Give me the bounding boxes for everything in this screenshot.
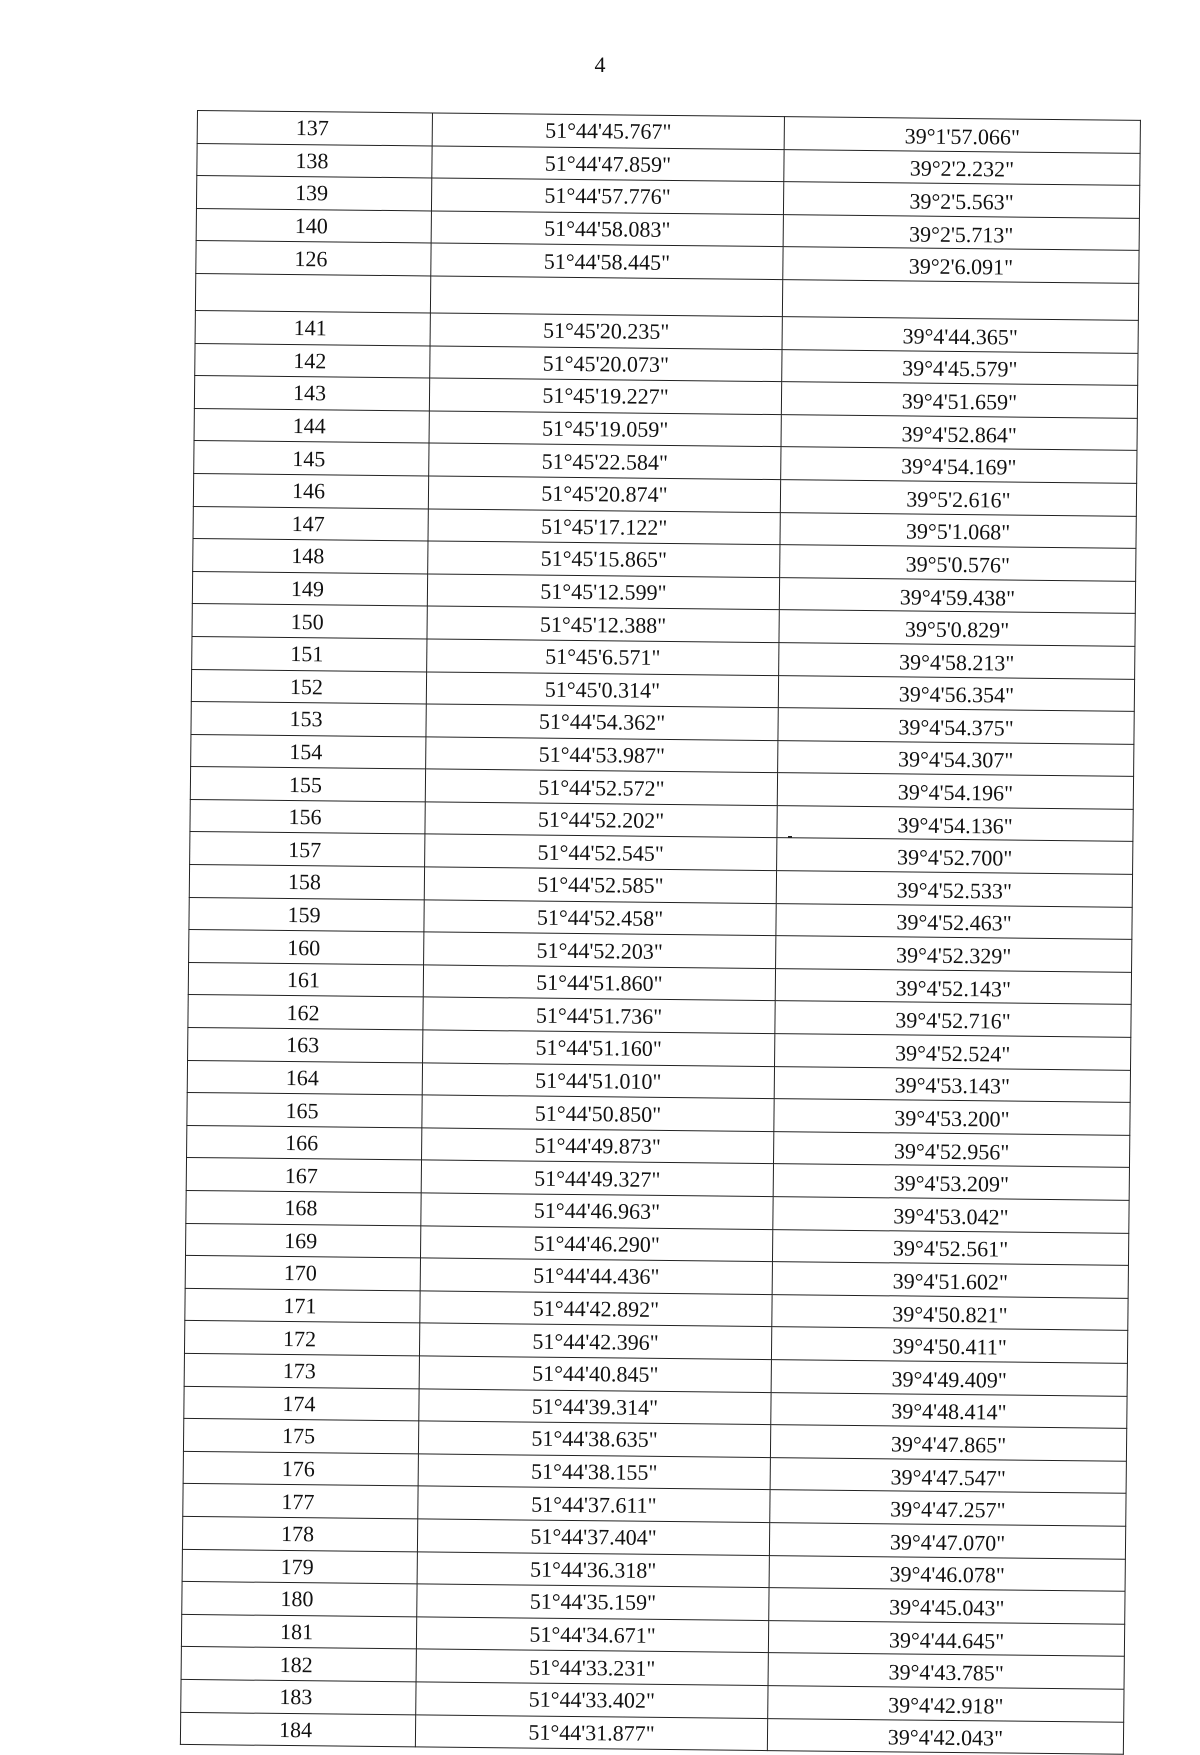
point-number-cell: 175 — [183, 1419, 418, 1454]
longitude-cell: 39°4'52.864" — [781, 414, 1137, 450]
longitude-cell: 39°4'52.533" — [776, 871, 1132, 907]
point-number-cell: 144 — [194, 408, 429, 443]
latitude-cell: 51°44'51.010" — [422, 1063, 774, 1099]
point-number-cell: 126 — [196, 241, 431, 276]
latitude-cell: 51°44'31.877" — [415, 1714, 767, 1750]
longitude-cell: 39°1'57.066" — [784, 117, 1140, 153]
longitude-cell: 39°4'54.307" — [778, 740, 1134, 776]
longitude-cell: 39°4'47.865" — [770, 1425, 1126, 1461]
point-number-cell: 166 — [187, 1125, 422, 1160]
stray-dash-mark — [788, 836, 792, 838]
latitude-cell: 51°44'54.362" — [426, 704, 778, 740]
point-number-cell: 160 — [189, 930, 424, 965]
point-number-cell: 178 — [182, 1516, 417, 1551]
latitude-cell: 51°44'37.611" — [418, 1486, 770, 1522]
longitude-cell: 39°4'52.561" — [772, 1229, 1128, 1265]
point-number-cell: 153 — [191, 702, 426, 737]
latitude-cell: 51°44'51.736" — [423, 997, 775, 1033]
point-number-cell: 151 — [192, 636, 427, 671]
longitude-cell — [782, 280, 1138, 321]
latitude-cell: 51°45'22.584" — [429, 443, 781, 479]
longitude-cell: 39°4'58.213" — [779, 643, 1135, 679]
longitude-cell: 39°4'43.785" — [768, 1653, 1124, 1689]
longitude-cell: 39°4'59.438" — [779, 577, 1135, 613]
latitude-cell: 51°45'19.227" — [429, 378, 781, 414]
longitude-cell: 39°4'47.070" — [769, 1523, 1125, 1559]
point-number-cell: 137 — [197, 111, 432, 146]
point-number-cell: 184 — [180, 1712, 415, 1747]
latitude-cell: 51°44'36.318" — [417, 1551, 769, 1587]
point-number-cell: 169 — [186, 1223, 421, 1258]
point-number-cell: 159 — [189, 897, 424, 932]
longitude-cell: 39°4'47.257" — [770, 1490, 1126, 1526]
point-number-cell: 156 — [190, 799, 425, 834]
point-number-cell: 170 — [185, 1256, 420, 1291]
longitude-cell: 39°4'45.043" — [769, 1588, 1125, 1624]
latitude-cell: 51°44'38.155" — [418, 1454, 770, 1490]
latitude-cell: 51°45'0.314" — [426, 671, 778, 707]
longitude-cell: 39°5'1.068" — [780, 512, 1136, 548]
point-number-cell: 146 — [193, 473, 428, 508]
point-number-cell: 162 — [188, 995, 423, 1030]
longitude-cell: 39°2'6.091" — [783, 247, 1139, 283]
longitude-cell: 39°4'54.196" — [777, 773, 1133, 809]
longitude-cell: 39°4'56.354" — [778, 675, 1134, 711]
point-number-cell: 177 — [183, 1484, 418, 1519]
point-number-cell: 165 — [187, 1093, 422, 1128]
point-number-cell: 183 — [181, 1679, 416, 1714]
point-number-cell — [195, 273, 430, 312]
latitude-cell — [430, 276, 782, 317]
longitude-cell: 39°4'53.200" — [774, 1099, 1130, 1135]
point-number-cell: 138 — [197, 143, 432, 178]
longitude-cell: 39°4'52.956" — [773, 1131, 1129, 1167]
point-number-cell: 172 — [184, 1321, 419, 1356]
longitude-cell: 39°4'42.918" — [768, 1685, 1124, 1721]
point-number-cell: 174 — [184, 1386, 419, 1421]
latitude-cell: 51°45'20.874" — [428, 476, 780, 512]
latitude-cell: 51°44'42.892" — [420, 1291, 772, 1327]
longitude-cell: 39°4'42.043" — [767, 1718, 1123, 1754]
latitude-cell: 51°45'20.073" — [430, 346, 782, 382]
point-number-cell: 140 — [196, 208, 431, 243]
coordinates-table — [180, 110, 1141, 1755]
longitude-cell: 39°4'53.143" — [774, 1066, 1130, 1102]
latitude-cell: 51°44'37.404" — [417, 1519, 769, 1555]
point-number-cell: 145 — [194, 441, 429, 476]
longitude-cell: 39°2'2.232" — [784, 149, 1140, 185]
latitude-cell: 51°44'45.767" — [432, 113, 784, 149]
latitude-cell: 51°44'52.545" — [425, 834, 777, 870]
latitude-cell: 51°44'52.458" — [424, 900, 776, 936]
longitude-cell: 39°2'5.713" — [783, 214, 1139, 250]
point-number-cell: 168 — [186, 1190, 421, 1225]
latitude-cell: 51°44'49.327" — [421, 1160, 773, 1196]
point-number-cell: 148 — [193, 539, 428, 574]
longitude-cell: 39°4'52.329" — [776, 936, 1132, 972]
longitude-cell: 39°4'53.209" — [773, 1164, 1129, 1200]
point-number-cell: 150 — [192, 604, 427, 639]
latitude-cell: 51°45'12.599" — [427, 574, 779, 610]
point-number-cell: 161 — [188, 962, 423, 997]
point-number-cell: 149 — [192, 571, 427, 606]
latitude-cell: 51°44'33.231" — [416, 1649, 768, 1685]
longitude-cell: 39°4'50.411" — [771, 1327, 1127, 1363]
point-number-cell: 163 — [188, 1027, 423, 1062]
longitude-cell: 39°4'50.821" — [772, 1294, 1128, 1330]
point-number-cell: 152 — [191, 669, 426, 704]
latitude-cell: 51°44'57.776" — [431, 178, 783, 214]
longitude-cell: 39°4'49.409" — [771, 1360, 1127, 1396]
point-number-cell: 179 — [182, 1549, 417, 1584]
point-number-cell: 167 — [186, 1158, 421, 1193]
longitude-cell: 39°4'52.143" — [775, 968, 1131, 1004]
latitude-cell: 51°44'39.314" — [419, 1388, 771, 1424]
longitude-cell: 39°4'53.042" — [773, 1197, 1129, 1233]
longitude-cell: 39°2'5.563" — [783, 182, 1139, 218]
point-number-cell: 182 — [181, 1647, 416, 1682]
latitude-cell: 51°44'34.671" — [416, 1617, 768, 1653]
latitude-cell: 51°44'50.850" — [422, 1095, 774, 1131]
latitude-cell: 51°44'58.083" — [431, 211, 783, 247]
point-number-cell: 173 — [184, 1353, 419, 1388]
point-number-cell: 176 — [183, 1451, 418, 1486]
latitude-cell: 51°44'44.436" — [420, 1258, 772, 1294]
latitude-cell: 51°44'49.873" — [422, 1128, 774, 1164]
longitude-cell: 39°4'52.700" — [777, 838, 1133, 874]
latitude-cell: 51°44'58.445" — [431, 243, 783, 279]
longitude-cell: 39°4'46.078" — [769, 1555, 1125, 1591]
longitude-cell: 39°4'52.524" — [775, 1034, 1131, 1070]
longitude-cell: 39°4'51.659" — [781, 382, 1137, 418]
latitude-cell: 51°44'52.572" — [425, 769, 777, 805]
latitude-cell: 51°44'33.402" — [416, 1682, 768, 1718]
point-number-cell: 181 — [181, 1614, 416, 1649]
point-number-cell: 142 — [195, 343, 430, 378]
longitude-cell: 39°4'44.365" — [782, 317, 1138, 353]
coordinates-table-body — [180, 111, 1140, 1755]
latitude-cell: 51°44'42.396" — [419, 1323, 771, 1359]
longitude-cell: 39°4'51.602" — [772, 1262, 1128, 1298]
point-number-cell: 147 — [193, 506, 428, 541]
latitude-cell: 51°44'52.202" — [425, 802, 777, 838]
longitude-cell: 39°4'48.414" — [771, 1392, 1127, 1428]
longitude-cell: 39°4'54.136" — [777, 805, 1133, 841]
latitude-cell: 51°45'6.571" — [427, 639, 779, 675]
longitude-cell: 39°4'52.463" — [776, 903, 1132, 939]
longitude-cell: 39°4'54.375" — [778, 708, 1134, 744]
longitude-cell: 39°4'54.169" — [781, 447, 1137, 483]
latitude-cell: 51°44'47.859" — [432, 146, 784, 182]
latitude-cell: 51°44'52.203" — [424, 932, 776, 968]
latitude-cell: 51°45'19.059" — [429, 411, 781, 447]
latitude-cell: 51°44'38.635" — [418, 1421, 770, 1457]
latitude-cell: 51°44'52.585" — [424, 867, 776, 903]
point-number-cell: 154 — [191, 734, 426, 769]
longitude-cell: 39°4'44.645" — [768, 1620, 1124, 1656]
longitude-cell: 39°4'47.547" — [770, 1457, 1126, 1493]
latitude-cell: 51°44'51.860" — [423, 965, 775, 1001]
latitude-cell: 51°45'20.235" — [430, 313, 782, 349]
longitude-cell: 39°5'2.616" — [780, 480, 1136, 516]
latitude-cell: 51°44'46.963" — [421, 1193, 773, 1229]
latitude-cell: 51°44'53.987" — [426, 737, 778, 773]
point-number-cell: 143 — [194, 376, 429, 411]
latitude-cell: 51°45'17.122" — [428, 508, 780, 544]
latitude-cell: 51°44'46.290" — [420, 1225, 772, 1261]
point-number-cell: 158 — [189, 865, 424, 900]
latitude-cell: 51°45'15.865" — [428, 541, 780, 577]
point-number-cell: 141 — [195, 310, 430, 345]
longitude-cell: 39°5'0.576" — [780, 545, 1136, 581]
longitude-cell: 39°4'52.716" — [775, 1001, 1131, 1037]
latitude-cell: 51°44'40.845" — [419, 1356, 771, 1392]
point-number-cell: 171 — [185, 1288, 420, 1323]
latitude-cell: 51°44'51.160" — [423, 1030, 775, 1066]
latitude-cell: 51°44'35.159" — [417, 1584, 769, 1620]
page-number: 4 — [594, 52, 606, 77]
longitude-cell: 39°5'0.829" — [779, 610, 1135, 646]
point-number-cell: 157 — [190, 832, 425, 867]
point-number-cell: 180 — [182, 1582, 417, 1617]
point-number-cell: 164 — [187, 1060, 422, 1095]
point-number-cell: 155 — [190, 767, 425, 802]
longitude-cell: 39°4'45.579" — [782, 349, 1138, 385]
point-number-cell: 139 — [196, 176, 431, 211]
latitude-cell: 51°45'12.388" — [427, 606, 779, 642]
